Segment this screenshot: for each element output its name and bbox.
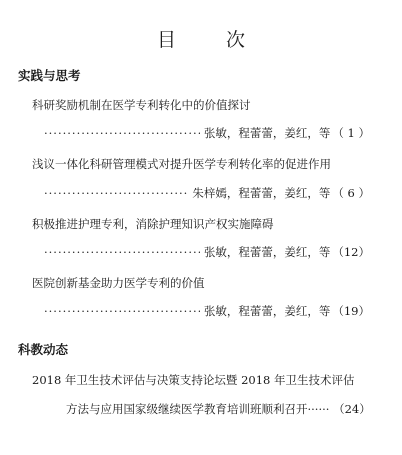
leader-dots (44, 185, 188, 201)
leader-dots (44, 125, 200, 141)
toc-entry-title[interactable]: 积极推进护理专利，消除护理知识产权实施障碍 (32, 217, 274, 231)
toc-entry-page[interactable]: （ 6 ） (332, 186, 370, 200)
toc-entry-authors: 张敏，程蕾蕾，姜红，等 (203, 304, 331, 318)
toc-entry-title[interactable]: 科研奖励机制在医学专利转化中的价值探讨 (32, 98, 251, 112)
toc-entry-authors: 张敏，程蕾蕾，姜红，等 (203, 126, 331, 140)
toc-entry-title[interactable]: 浅议一体化科研管理模式对提升医学专利转化率的促进作用 (32, 157, 331, 171)
toc-entry-title[interactable]: 医院创新基金助力医学专利的价值 (32, 276, 205, 290)
toc-entry-page[interactable]: （ 1 ） (332, 126, 370, 140)
toc-entry-authors: 朱梓嫣，程蕾蕾，姜红，等 (192, 186, 331, 200)
toc-entry-leader (44, 244, 370, 260)
toc-entry-page[interactable]: （12） (332, 245, 370, 259)
leader-dots (44, 244, 200, 260)
toc-entry-leader (44, 125, 370, 141)
toc-entry-authors: 张敏，程蕾蕾，姜红，等 (203, 245, 331, 259)
toc-title: 目 次 (156, 29, 268, 51)
toc-entry-leader (44, 303, 370, 319)
toc-entry-page[interactable]: （19） (332, 304, 370, 318)
news-entry-line-2[interactable]: 方法与应用国家级继续医学教育培训班顺利召开······ （24） (66, 402, 371, 416)
toc-entry-leader (44, 185, 370, 201)
section-heading-news: 科教动态 (18, 342, 69, 357)
news-entry-line-1[interactable]: 2018 年卫生技术评估与决策支持论坛暨 2018 年卫生技术评估 (32, 373, 355, 387)
leader-dots (44, 303, 200, 319)
section-heading-practice: 实践与思考 (18, 68, 81, 83)
